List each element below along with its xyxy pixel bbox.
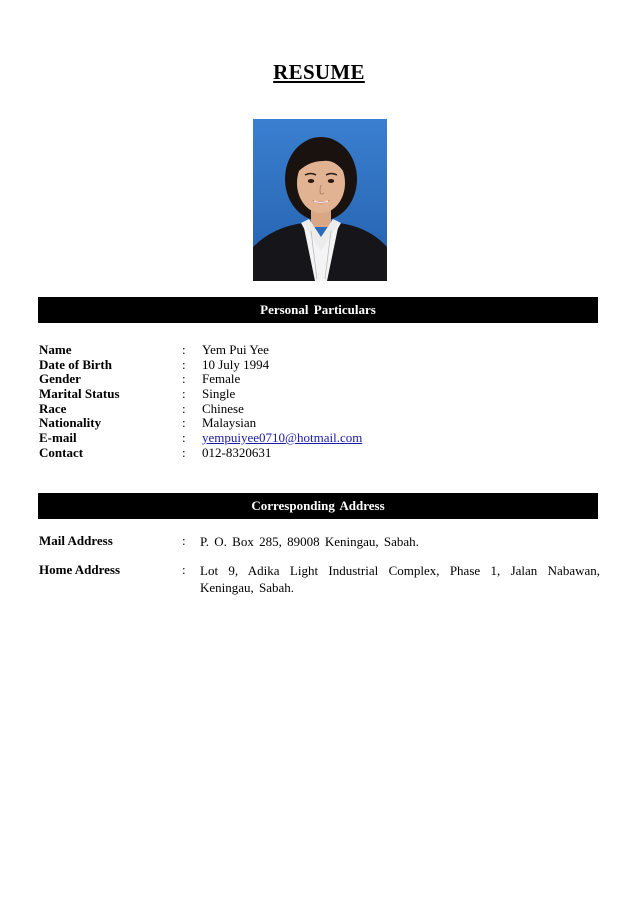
field-label: Name — [39, 342, 72, 357]
field-label: Contact — [39, 445, 84, 460]
page-title: RESUME — [273, 60, 365, 84]
field-value: Malaysian — [202, 415, 257, 430]
field-separator: : — [182, 357, 186, 372]
field-value: Chinese — [202, 401, 244, 416]
field-value: P. O. Box 285, 89008 Keningau, Sabah. — [200, 534, 419, 549]
field-label: Marital Status — [39, 386, 120, 401]
info-row-race — [39, 401, 599, 416]
field-value: Single — [202, 386, 236, 401]
personal-particulars-heading: Personal Particulars — [38, 297, 598, 323]
field-separator: : — [182, 415, 186, 430]
portrait-image — [253, 119, 387, 281]
info-row-email — [39, 430, 599, 445]
field-label: Nationality — [39, 415, 102, 430]
field-value: Female — [202, 371, 241, 386]
field-value: 10 July 1994 — [202, 357, 270, 372]
field-separator: : — [182, 342, 186, 357]
info-row-nationality — [39, 415, 599, 430]
field-separator: : — [182, 562, 186, 577]
field-label: Mail Address — [39, 533, 113, 548]
info-row-date-of-birth — [39, 357, 599, 372]
field-value: Yem Pui Yee — [202, 342, 269, 357]
field-label: Gender — [39, 371, 81, 386]
field-separator: : — [182, 371, 186, 386]
field-label: Home Address — [39, 562, 121, 577]
field-value: 012-8320631 — [202, 445, 272, 460]
profile-photo — [253, 119, 387, 281]
field-value — [202, 430, 362, 445]
field-separator: : — [182, 445, 186, 460]
info-row-contact — [39, 445, 599, 460]
field-value: Lot 9, Adika Light Industrial Complex, Phase 1, Jalan Nabawan, Keningau, Sabah. — [200, 563, 600, 595]
field-label: E-mail — [39, 430, 77, 445]
info-row-marital-status — [39, 386, 599, 401]
field-separator: : — [182, 430, 186, 445]
field-separator: : — [182, 401, 186, 416]
field-separator: : — [182, 386, 186, 401]
info-row-gender — [39, 371, 599, 386]
info-row-home-address — [39, 562, 600, 595]
corresponding-address-heading: Corresponding Address — [38, 493, 598, 519]
field-separator: : — [182, 533, 186, 548]
field-label: Date of Birth — [39, 357, 112, 372]
info-row-mail-address — [39, 533, 599, 548]
field-label: Race — [39, 401, 67, 416]
info-row-name — [39, 342, 599, 357]
email-link[interactable]: yempuiyee0710@hotmail.com — [202, 430, 363, 445]
